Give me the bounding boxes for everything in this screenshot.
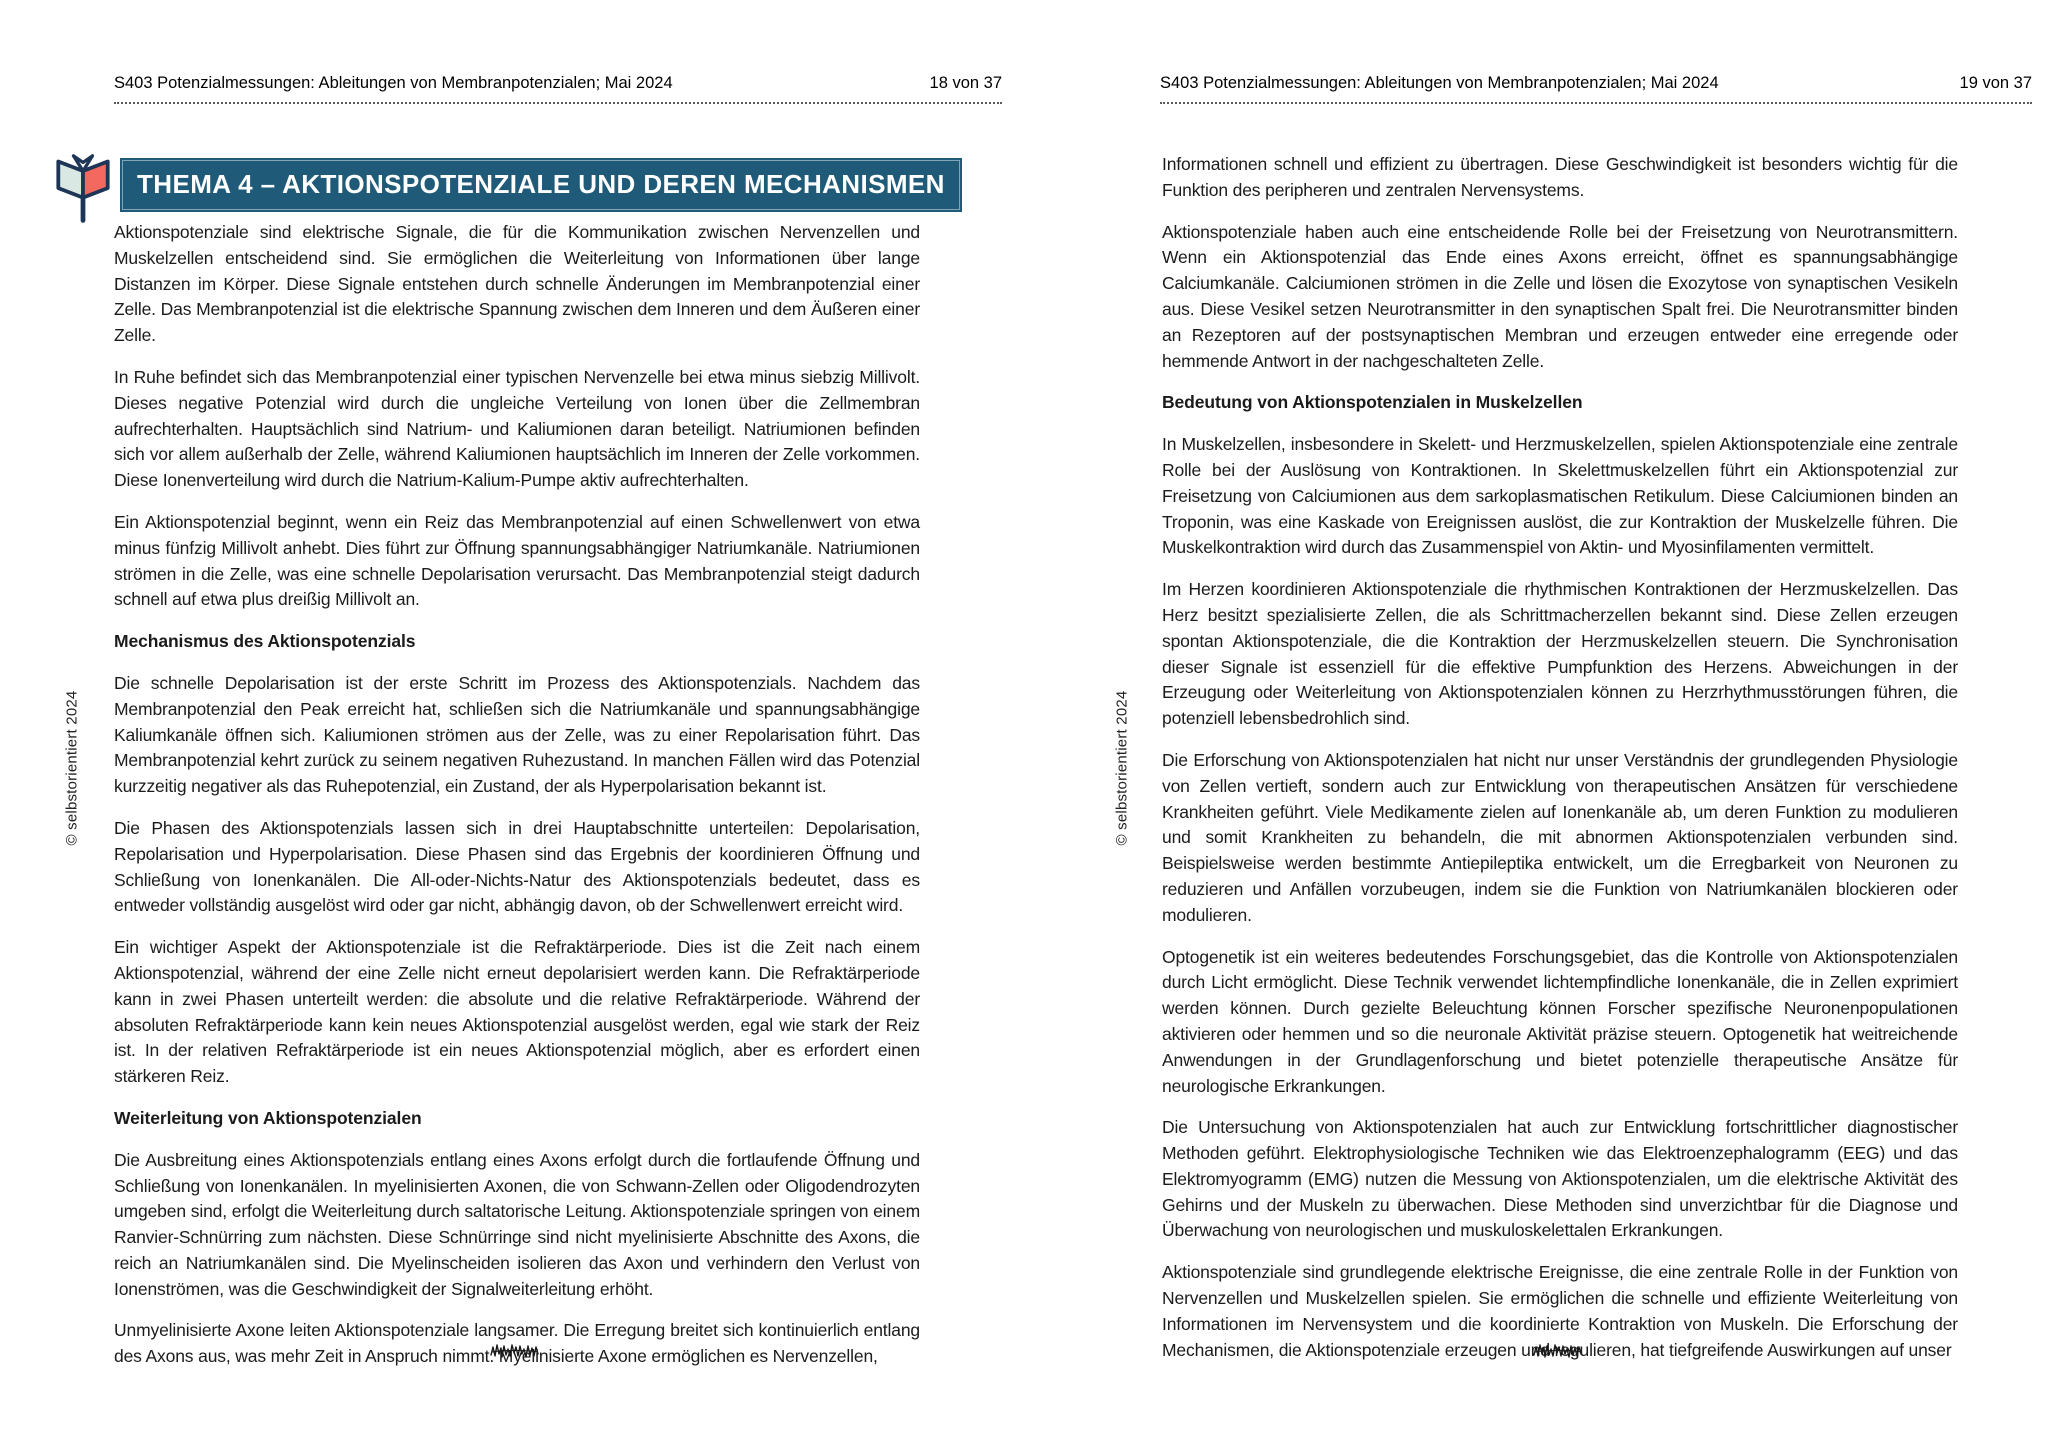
section-heading: Mechanismus des Aktionspotenzials — [114, 631, 416, 652]
topic-banner — [120, 158, 962, 212]
paragraph: Aktionspotenziale haben auch eine entscheidende Rolle bei der Freisetzung von Neurotransmittern. Wenn ein Aktionspotenzial das Ende eines Axons erreicht, öffnet es spannungsabhängige Calciumkanäle. Calciumionen strömen in die Zelle und lösen die Exozytose von synaptischen Vesikeln aus. Diese Vesikel setzen Neurotransmitter in den synaptischen Spalt frei. Die Neurotransmitter binden an Rezeptoren auf der postsynaptischen Membran und erzeugen entweder eine erregende oder hemmende Antwort in der nachgeschalteten Zelle. — [1162, 221, 1958, 371]
paragraph: In Ruhe befindet sich das Membranpotenzial einer typischen Nervenzelle bei etwa minus siebzig Millivolt. Dieses negative Potenzial wird durch die ungleiche Verteilung von Ionen über die Zellmembran aufrechterhalten. Hauptsächlich sind Natrium- und Kaliumionen daran beteiligt. Natriumionen befinden sich vor allem außerhalb der Zelle, während Kaliumionen hauptsächlich im Inneren der Zelle vorkommen. Diese Ionenverteilung wird durch die Natrium-Kalium-Pumpe aktiv aufrechterhalten. — [114, 366, 920, 491]
page-19 — [1024, 0, 2048, 1451]
page-header — [114, 74, 1002, 104]
paragraph: Ein Aktionspotenzial beginnt, wenn ein Reiz das Membranpotenzial auf einen Schwellenwert von etwa minus fünfzig Millivolt anhebt. Dies führt zur Öffnung spannungsabhängiger Natriumkanäle. Natriumionen strömen in die Zelle, was eine schnelle Depolarisation verursacht. Das Membranpotenzial steigt dadurch schnell auf etwa plus dreißig Millivolt an. — [114, 511, 920, 610]
page-body — [114, 220, 920, 1386]
paragraph: Aktionspotenziale sind elektrische Signale, die für die Kommunikation zwischen Nervenzellen und Muskelzellen entscheidend sind. Sie ermöglichen die Weiterleitung von Informationen über lange Distanzen im Körper. Diese Signale entstehen durch schnelle Änderungen im Membranpotenzial einer Zelle. Das Membranpotenzial ist die elektrische Spannung zwischen dem Inneren und dem Äußeren einer Zelle. — [114, 222, 920, 346]
paragraph: In Muskelzellen, insbesondere in Skelett- und Herzmuskelzellen, spielen Aktionspotenziale eine zentrale Rolle bei der Auslösung von Kontraktionen. In Skelettmuskelzellen führt ein Aktionspotenzial zur Freisetzung von Calciumionen aus dem sarkoplasmatischen Retikulum. Diese Calciumionen binden an Troponin, was eine Kaskade von Ereignissen auslöst, die zur Kontraktion der Muskelzelle führen. Die Muskelkontraktion wird durch das Zusammenspiel von Aktin- und Myosinfilamenten vermittelt. — [1162, 434, 1958, 558]
scribble-mark-icon — [1532, 1340, 1584, 1367]
page-body — [1162, 152, 1958, 1379]
paragraph: Die Phasen des Aktionspotenzials lassen sich in drei Hauptabschnitte unterteilen: Depolarisation, Repolarisation und Hyperpolarisation. Diese Phasen sind das Ergebnis der koordinieren Öffnung und Schließung von Ionenkanälen. Die All-oder-Nichts-Natur des Aktionspotenzials bedeutet, dass es entweder vollständig ausgelöst wird oder gar nicht, abhängig davon, ob der Schwellenwert erreicht wird. — [114, 817, 920, 916]
topic-banner-title: THEMA 4 – AKTIONSPOTENZIALE UND DEREN MECHANISMEN — [122, 160, 960, 210]
paragraph: Aktionspotenziale sind grundlegende elektrische Ereignisse, die eine zentrale Rolle in der Funktion von Nervenzellen und Muskelzellen spielen. Sie ermöglichen die schnelle und effiziente Weiterleitung von Informationen im Nervensystem und die koordinierte Kontraktion von Muskeln. Die Erforschung der Mechanismen, die Aktionspotenziale erzeugen und regulieren, hat tiefgreifende Auswirkungen auf unser — [1162, 1262, 1958, 1360]
paragraph: Ein wichtiger Aspekt der Aktionspotenziale ist die Refraktärperiode. Dies ist die Zeit nach einem Aktionspotenzial, während der eine Zelle nicht erneut depolarisiert werden kann. Die Refraktärperiode kann in zwei Phasen unterteilt werden: die absolute und die relative Refraktärperiode. Während der absoluten Refraktärperiode kann kein neues Aktionspotenzial ausgelöst werden, egal wie stark der Reiz ist. In der relativen Refraktärperiode ist ein neues Aktionspotenzial möglich, aber es erfordert einen stärkeren Reiz. — [114, 937, 920, 1087]
open-book-icon — [52, 152, 114, 233]
paragraph: Die Untersuchung von Aktionspotenzialen hat auch zur Entwicklung fortschrittlicher diagnostischer Methoden geführt. Elektrophysiologische Techniken wie das Elektroenzephalogramm (EEG) und das Elektromyogramm (EMG) nutzen die Messung von Aktionspotenzialen, um die elektrische Aktivität des Gehirns und der Muskeln zu überwachen. Diese Methoden sind unverzichtbar für die Diagnose und Überwachung von neurologischen und muskuloskelettalen Erkrankungen. — [1162, 1117, 1958, 1241]
page-header — [1160, 74, 2032, 104]
running-title: S403 Potenzialmessungen: Ableitungen von Membranpotenzialen; Mai 2024 — [114, 74, 673, 92]
page-number: 19 von 37 — [1959, 74, 2032, 92]
paragraph: Informationen schnell und effizient zu übertragen. Diese Geschwindigkeit ist besonders wichtig für die Funktion des peripheren und zentralen Nervensystems. — [1162, 154, 1958, 200]
page-number: 18 von 37 — [929, 74, 1002, 92]
paragraph: Optogenetik ist ein weiteres bedeutendes Forschungsgebiet, das die Kontrolle von Aktionspotenzialen durch Licht ermöglicht. Diese Technik verwendet lichtempfindliche Ionenkanäle, die in Zellen exprimiert werden können. Durch gezielte Beleuchtung können Forscher spezifische Neuronenpopulationen aktivieren oder hemmen und so die neuronale Aktivität präzise steuern. Optogenetik hat weitreichende Anwendungen in der Grundlagenforschung und bietet potenzielle therapeutische Ansätze für neurologische Erkrankungen. — [1162, 946, 1958, 1096]
paragraph: Die Ausbreitung eines Aktionspotenzials entlang eines Axons erfolgt durch die fortlaufende Öffnung und Schließung von Ionenkanälen. In myelinisierten Axonen, die von Schwann-Zellen oder Oligodendrozyten umgeben sind, erfolgt die Weiterleitung durch saltatorische Leitung. Aktionspotenziale springen von einem Ranvier-Schnürring zum nächsten. Diese Schnürringe sind nicht myelinisierte Abschnitte des Axons, die reich an Natriumkanälen sind. Die Myelinscheiden isolieren das Axon und verhindern den Verlust von Ionenströmen, was die Geschwindigkeit der Signalweiterleitung erhöht. — [114, 1149, 920, 1299]
paragraph: Unmyelinisierte Axone leiten Aktionspotenziale langsamer. Die Erregung breitet sich kontinuierlich entlang des Axons aus, was mehr Zeit in Anspruch nimmt. Myelinisierte Axone ermöglichen es Nervenzellen, — [114, 1320, 920, 1367]
running-title: S403 Potenzialmessungen: Ableitungen von Membranpotenzialen; Mai 2024 — [1160, 74, 1719, 92]
paragraph: Im Herzen koordinieren Aktionspotenziale die rhythmischen Kontraktionen der Herzmuskelzellen. Das Herz besitzt spezialisierte Zellen, die als Schrittmacherzellen bekannt sind. Diese Zellen erzeugen spontan Aktionspotenziale, die die Kontraktion der Herzmuskelzellen steuern. Die Synchronisation dieser Signale ist essenziell für die effektive Pumpfunktion des Herzens. Abweichungen in der Erzeugung oder Weiterleitung von Aktionspotenzialen können zu Herzrhythmusstörungen führen, die potenziell lebensbedrohlich sind. — [1162, 579, 1958, 729]
copyright-text: © selbstorientiert 2024 — [63, 690, 81, 846]
section-heading: Bedeutung von Aktionspotenzialen in Muskelzellen — [1162, 392, 1583, 413]
scribble-mark-icon — [489, 1340, 541, 1367]
section-heading: Weiterleitung von Aktionspotenzialen — [114, 1107, 422, 1128]
paragraph: Die Erforschung von Aktionspotenzialen hat nicht nur unser Verständnis der grundlegenden Physiologie von Zellen vertieft, sondern auch zur Entwicklung von therapeutischen Ansätzen für verschiedene Krankheiten geführt. Viele Medikamente zielen auf Ionenkanäle ab, um deren Funktion zu modulieren und somit Krankheiten zu behandeln, die mit abnormen Aktionspotenzialen verbunden sind. Beispielsweise werden bestimmte Antiepileptika entwickelt, um die Erregbarkeit von Neuronen zu reduzieren und Anfällen vorzubeugen, indem sie die Funktion von Natriumkanälen blockieren oder modulieren. — [1162, 749, 1958, 925]
paragraph: Die schnelle Depolarisation ist der erste Schritt im Prozess des Aktionspotenzials. Nachdem das Membranpotenzial den Peak erreicht hat, schließen sich die Natriumkanäle und spannungsabhängige Kaliumkanäle öffnen sich. Kaliumionen strömen aus der Zelle, was zu einer Repolarisation führt. Das Membranpotenzial kehrt zurück zu seinem negativen Ruhezustand. In manchen Fällen wird das Potenzial kurzzeitig negativer als das Ruhepotenzial, ein Zustand, der als Hyperpolarisation bekannt ist. — [114, 672, 920, 797]
copyright-text: © selbstorientiert 2024 — [1113, 690, 1131, 846]
